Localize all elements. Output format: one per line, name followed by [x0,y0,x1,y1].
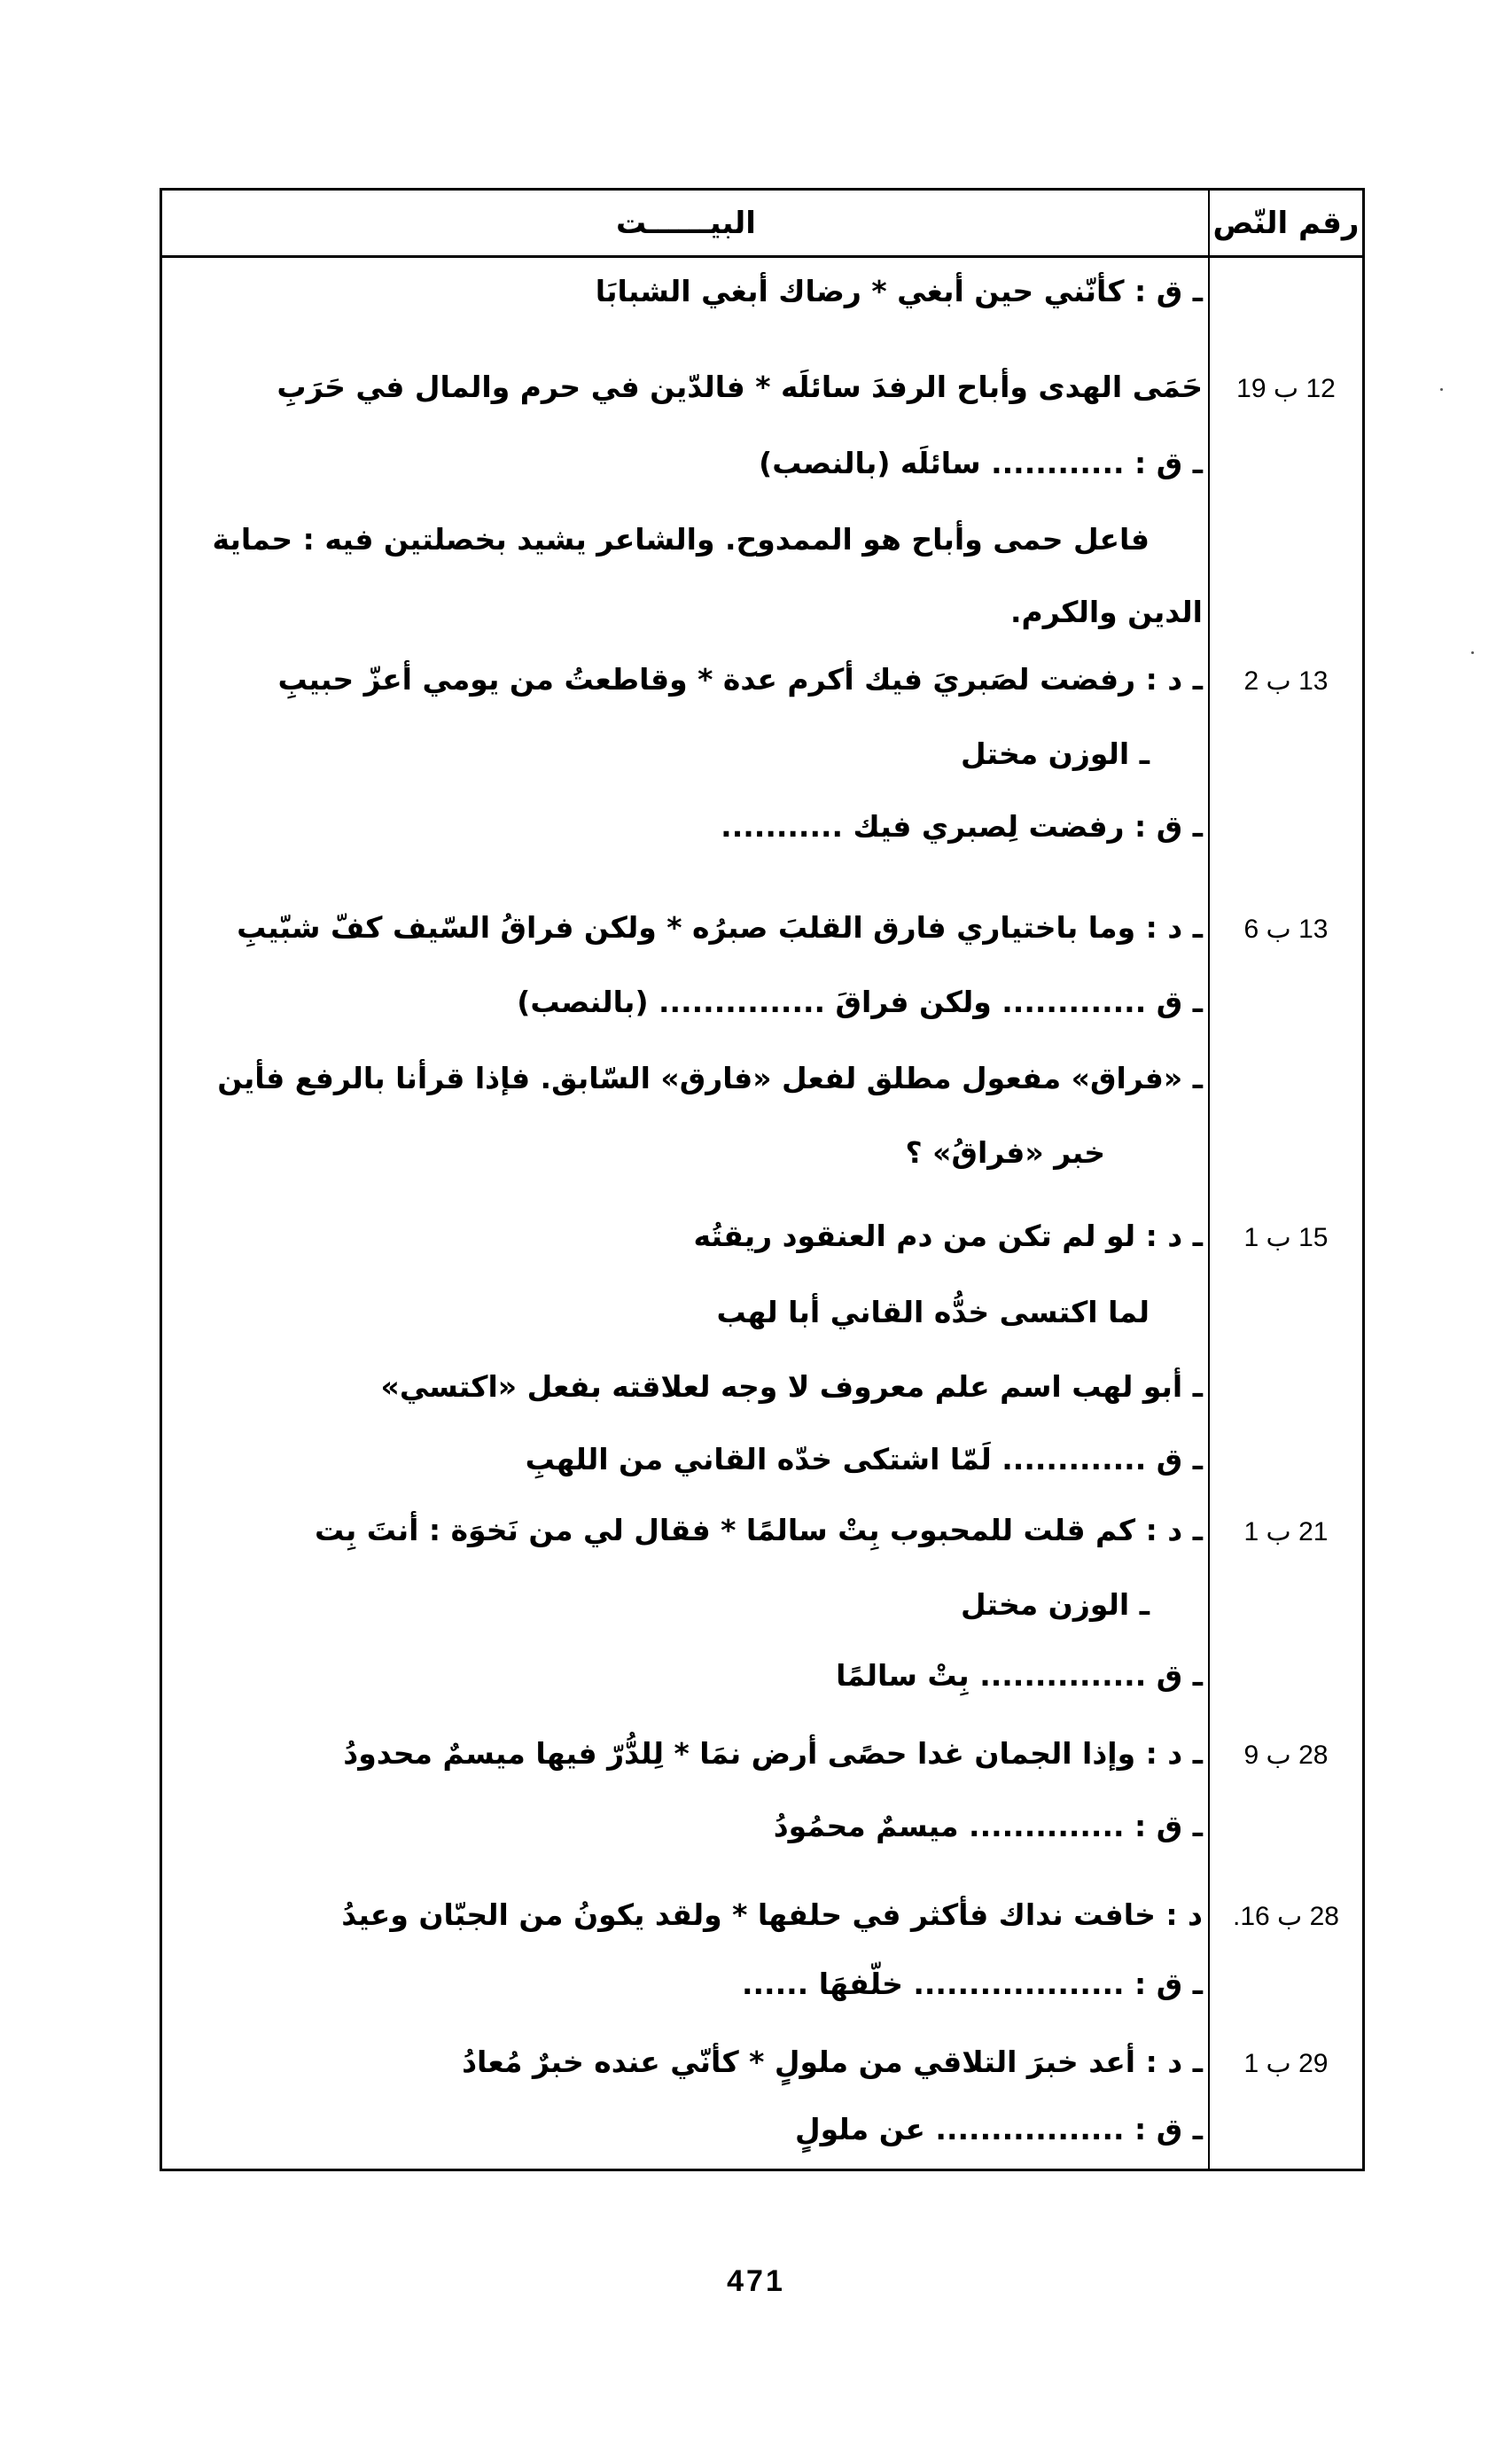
correction-line: ـ ق ............. لَمّا اشتكى خدّه القاني من اللهبِ [525,1442,1203,1476]
verse-line: ـ د : رفضت لصَبريَ فيك أكرم عدة * وقاطعتُ من يومي أعزّ حبيبِ [277,662,1203,697]
column-divider [1208,191,1210,2169]
comment-line: ـ أبو لهب اسم علم معروف لا وجه لعلاقته بفعل «اكتسي» [380,1369,1203,1404]
comment-line: ـ الوزن مختل [961,736,1150,771]
text-number: 13 ب 2 [1243,666,1329,696]
header-text-number: رقم النّص [1212,205,1360,241]
correction-line: ـ ق : ................... خلّفهَا ...... [741,1967,1203,2001]
verse-line: ـ د : أعد خبرَ التلاقي من ملولٍ * كأنّي عنده خبرٌ مُعادُ [462,2045,1203,2079]
correction-line: ـ ق ............. ولكن فراقَ ............... (بالنصب) [517,985,1203,1019]
verse-line: ـ د : وما باختياري فارق القلبَ صبرُه * ولكن فراقُ السّيف كفّ شبّيبِ [237,910,1203,945]
verse-line: د : خافت نداك فأكثر في حلفها * ولقد يكونُ من الجبّان وعيدُ [341,1897,1203,1932]
page-number: 471 [727,2264,785,2298]
verse-line: حَمَى الهدى وأباح الرفدَ سائلَه * فالدّين في حرم والمال في حَرَبِ [277,370,1203,404]
text-number: 15 ب 1 [1243,1223,1329,1252]
comment-line: ـ الوزن مختل [961,1587,1150,1622]
correction-line: ـ ق : ............ سائلَه (بالنصب) [759,446,1203,480]
comment-line: ـ «فراق» مفعول مطلق لفعل «فارق» السّابق. فإذا قرأنا بالرفع فأين [217,1061,1203,1095]
table-header [162,191,1362,258]
correction-line: ـ ق : .............. ميسمٌ محمُودُ [773,1809,1203,1843]
comment-line: خبر «فراقُ» ؟ [905,1135,1105,1170]
verse-line: ـ د : وإذا الجمان غدا حصًى أرض نمَا * لِلدُّرّ فيها ميسمٌ محدودُ [343,1736,1203,1771]
verse-line: ـ ق : كأنّني حين أبغي * رضاك أبغي الشبابَا [595,274,1203,308]
header-verse: البيــــــت [616,205,756,241]
correction-line: ـ ق ............... بِتْ سالمًا [836,1658,1203,1693]
correction-line: ـ ق : ................. عن ملولٍ [794,2112,1203,2146]
verse-line: لما اكتسى خدُّه القاني أبا لهب [716,1295,1150,1329]
scan-speck [1471,651,1474,654]
verse-line: ـ د : لو لم تكن من دم العنقود ريقتُه [693,1219,1203,1253]
text-number: 12 ب 19 [1236,374,1336,403]
comment-line: الدين والكرم. [1010,595,1203,629]
scan-speck [1440,388,1443,391]
text-number: 21 ب 1 [1243,1517,1329,1546]
verse-line: ـ د : كم قلت للمحبوب بِتْ سالمًا * فقال لي من نَخوَة : أنتَ بِت [314,1513,1203,1547]
text-number: 28 ب 9 [1243,1741,1329,1770]
text-number: 29 ب 1 [1243,2049,1329,2078]
text-number: 13 ب 6 [1243,915,1329,944]
text-number: 28 ب 16. [1232,1902,1339,1931]
verse-table [160,188,1365,2171]
correction-line: ـ ق : رفضت لِصبري فيك ........... [721,809,1203,844]
comment-line: فاعل حمى وأباح هو الممدوح. والشاعر يشيد بخصلتين فيه : حماية [212,522,1150,557]
